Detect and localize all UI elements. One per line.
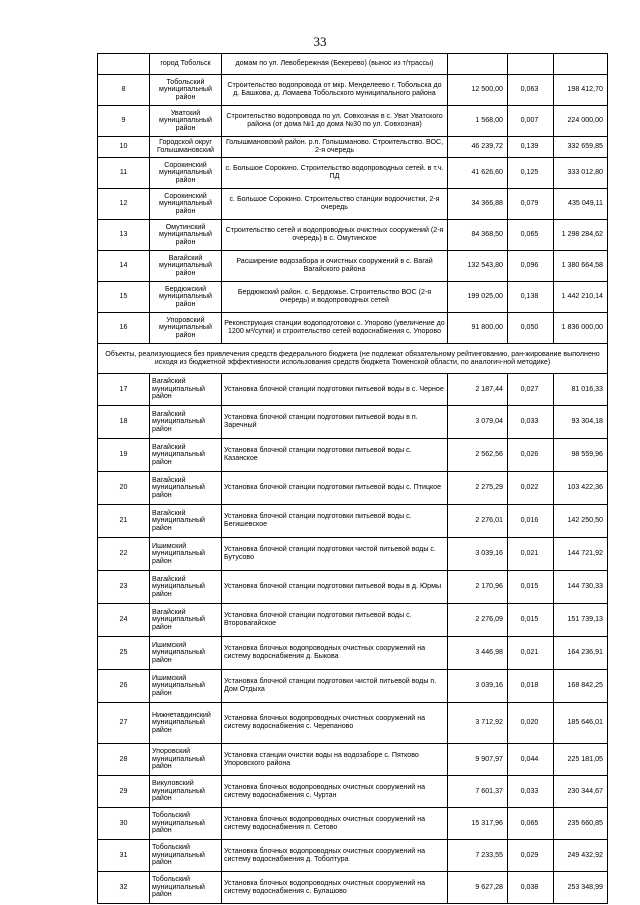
object-cell: Установка блочной станции подготовки питьевой воды с. Казанское [222, 439, 448, 472]
object-cell: Установка блочной станции подготовки питьевой воды с. Бегишевское [222, 505, 448, 538]
row-number-cell: 17 [98, 374, 150, 406]
cumulative-cell: 333 012,80 [554, 158, 608, 189]
cost-cell: 3 039,16 [448, 538, 508, 571]
score-cell: 0,021 [508, 538, 554, 571]
municipality-cell: Вагайский муниципальный район [150, 604, 222, 637]
municipality-cell: Тобольский муниципальный район [150, 75, 222, 106]
object-cell: с. Большое Сорокино. Строительство станции водоочистки, 2-я очередь [222, 189, 448, 220]
cost-cell: 2 275,29 [448, 472, 508, 505]
cumulative-cell: 1 442 210,14 [554, 282, 608, 313]
row-number-cell: 15 [98, 282, 150, 313]
municipality-cell: Уватский муниципальный район [150, 106, 222, 137]
table-row [98, 604, 608, 637]
score-cell: 0,139 [508, 137, 554, 158]
cost-cell: 2 276,01 [448, 505, 508, 538]
object-cell: Голышмановский район. р.п. Голышманово. Строительство. ВОС, 2-я очередь [222, 137, 448, 158]
municipality-cell: Сорокинский муниципальный район [150, 158, 222, 189]
object-cell: Установка блочной станции подготовки питьевой воды в д. Юрмы [222, 571, 448, 604]
score-cell: 0,015 [508, 571, 554, 604]
row-number-cell: 14 [98, 251, 150, 282]
cost-cell: 3 039,16 [448, 670, 508, 703]
cost-cell: 1 568,00 [448, 106, 508, 137]
object-cell: Установка блочной станции подготовки чистой питьевой воды с. Бутусово [222, 538, 448, 571]
row-number-cell: 21 [98, 505, 150, 538]
table-row [98, 439, 608, 472]
cost-cell: 3 079,04 [448, 406, 508, 439]
score-cell: 0,007 [508, 106, 554, 137]
cumulative-cell: 98 559,96 [554, 439, 608, 472]
object-cell: Установка блочной станции подготовки питьевой воды с. Птицкое [222, 472, 448, 505]
score-cell: 0,125 [508, 158, 554, 189]
row-number-cell: 32 [98, 872, 150, 904]
cost-cell: 84 368,50 [448, 220, 508, 251]
cumulative-cell: 225 181,05 [554, 744, 608, 776]
row-number-cell: 22 [98, 538, 150, 571]
municipality-cell: Упоровский муниципальный район [150, 313, 222, 344]
object-cell: Строительство водопровода от мкр. Менделеево г. Тобольска до д. Башкова, д. Ломаева Тобольского муниципального района [222, 75, 448, 106]
cumulative-cell [554, 54, 608, 75]
cumulative-cell: 435 049,11 [554, 189, 608, 220]
cumulative-cell: 224 000,00 [554, 106, 608, 137]
table-row [98, 251, 608, 282]
object-cell: Установка блочной станции подготовки чистой питьевой воды п. Дом Отдыха [222, 670, 448, 703]
object-cell: Установка блочных водопроводных очистных сооружений на систему водоснабжения с. Булашово [222, 872, 448, 904]
table-row [98, 137, 608, 158]
section-header-row [98, 344, 608, 374]
table-row [98, 158, 608, 189]
row-number-cell [98, 54, 150, 75]
score-cell: 0,018 [508, 670, 554, 703]
row-number-cell: 25 [98, 637, 150, 670]
score-cell: 0,050 [508, 313, 554, 344]
score-cell: 0,026 [508, 439, 554, 472]
row-number-cell: 24 [98, 604, 150, 637]
object-cell: Установка блочной станции подготовки питьевой воды с. Второвагайское [222, 604, 448, 637]
row-number-cell: 18 [98, 406, 150, 439]
object-cell: Реконструкция станции водоподготовки с. Упорово (увеличение до 1200 м³/сутки) и строительство сетей водоснабжения с. Упорово [222, 313, 448, 344]
cumulative-cell: 81 016,33 [554, 374, 608, 406]
municipality-cell: Городской округ Голышмановский [150, 137, 222, 158]
row-number-cell: 10 [98, 137, 150, 158]
cost-cell: 2 562,56 [448, 439, 508, 472]
table-row [98, 54, 608, 75]
object-cell: Установка блочных водопроводных очистных сооружений на систему водоснабжения с. Черепаново [222, 703, 448, 744]
object-cell: Бердюжский район. с. Бердюжье. Строительство ВОС (2-я очередь) и водопроводных сетей [222, 282, 448, 313]
score-cell [508, 54, 554, 75]
table-row [98, 75, 608, 106]
municipality-cell: Ишимский муниципальный район [150, 538, 222, 571]
cumulative-cell: 142 250,50 [554, 505, 608, 538]
object-cell: домам по ул. Левобережная (Бекерево) (вынос из т/трассы) [222, 54, 448, 75]
table-row [98, 406, 608, 439]
cumulative-cell: 164 236,91 [554, 637, 608, 670]
cumulative-cell: 144 730,33 [554, 571, 608, 604]
municipality-cell: Ишимский муниципальный район [150, 670, 222, 703]
municipality-cell: Вагайский муниципальный район [150, 251, 222, 282]
cumulative-cell: 1 836 000,00 [554, 313, 608, 344]
municipality-cell: Вагайский муниципальный район [150, 439, 222, 472]
cumulative-cell: 198 412,70 [554, 75, 608, 106]
table-row [98, 670, 608, 703]
score-cell: 0,021 [508, 637, 554, 670]
municipality-cell: Сорокинский муниципальный район [150, 189, 222, 220]
object-cell: Расширение водозабора и очистных сооружений в с. Вагай Вагайского района [222, 251, 448, 282]
cost-cell: 46 239,72 [448, 137, 508, 158]
table-row [98, 637, 608, 670]
municipality-cell: Вагайский муниципальный район [150, 406, 222, 439]
cost-cell: 132 543,80 [448, 251, 508, 282]
object-cell: Установка блочных водопроводных очистных сооружений на систему водоснабжения п. Сетово [222, 808, 448, 840]
municipality-cell: Тобольский муниципальный район [150, 808, 222, 840]
cost-cell: 199 025,00 [448, 282, 508, 313]
table-row [98, 220, 608, 251]
page-number: 33 [313, 34, 327, 49]
cost-cell: 41 626,60 [448, 158, 508, 189]
score-cell: 0,020 [508, 703, 554, 744]
cost-cell: 7 233,55 [448, 840, 508, 872]
table-row [98, 808, 608, 840]
cumulative-cell: 144 721,92 [554, 538, 608, 571]
score-cell: 0,033 [508, 406, 554, 439]
score-cell: 0,138 [508, 282, 554, 313]
table-row [98, 472, 608, 505]
table-row [98, 571, 608, 604]
cost-cell: 91 800,00 [448, 313, 508, 344]
score-cell: 0,016 [508, 505, 554, 538]
row-number-cell: 26 [98, 670, 150, 703]
table-row [98, 776, 608, 808]
cost-cell: 34 366,88 [448, 189, 508, 220]
row-number-cell: 13 [98, 220, 150, 251]
cost-cell: 9 907,97 [448, 744, 508, 776]
cumulative-cell: 235 660,85 [554, 808, 608, 840]
object-cell: Строительство сетей и водопроводных очистных сооружений (2-я очередь) в с. Омутинское [222, 220, 448, 251]
object-cell: Установка станции очистки воды на водозаборе с. Пятково Упоровского района [222, 744, 448, 776]
cost-cell: 2 170,96 [448, 571, 508, 604]
object-cell: Установка блочных водопроводных очистных сооружений на систему водоснабжения с. Чуртан [222, 776, 448, 808]
row-number-cell: 27 [98, 703, 150, 744]
municipality-cell: Тобольский муниципальный район [150, 840, 222, 872]
row-number-cell: 29 [98, 776, 150, 808]
score-cell: 0,015 [508, 604, 554, 637]
table-row [98, 703, 608, 744]
municipality-cell: Бердюжский муниципальный район [150, 282, 222, 313]
cost-cell: 3 712,92 [448, 703, 508, 744]
cumulative-cell: 1 380 664,58 [554, 251, 608, 282]
score-cell: 0,065 [508, 808, 554, 840]
table-row [98, 374, 608, 406]
row-number-cell: 20 [98, 472, 150, 505]
row-number-cell: 8 [98, 75, 150, 106]
cumulative-cell: 103 422,36 [554, 472, 608, 505]
municipality-cell: Вагайский муниципальный район [150, 505, 222, 538]
ranking-table [97, 53, 608, 904]
row-number-cell: 30 [98, 808, 150, 840]
table-row [98, 538, 608, 571]
object-cell: с. Большое Сорокино. Строительство водопроводных сетей. в т.ч. ПД [222, 158, 448, 189]
municipality-cell: Омутинский муниципальный район [150, 220, 222, 251]
cumulative-cell: 249 432,92 [554, 840, 608, 872]
cost-cell: 15 317,96 [448, 808, 508, 840]
row-number-cell: 9 [98, 106, 150, 137]
table-row [98, 313, 608, 344]
table-row [98, 505, 608, 538]
row-number-cell: 19 [98, 439, 150, 472]
object-cell: Установка блочных водопроводных очистных сооружений на систему водоснабжения д. Тоболтура [222, 840, 448, 872]
score-cell: 0,065 [508, 220, 554, 251]
cumulative-cell: 93 304,18 [554, 406, 608, 439]
municipality-cell: Вагайский муниципальный район [150, 472, 222, 505]
object-cell: Установка блочных водопроводных очистных сооружений на систему водоснабжения д. Быкова [222, 637, 448, 670]
row-number-cell: 11 [98, 158, 150, 189]
row-number-cell: 23 [98, 571, 150, 604]
section-header: Объекты, реализующиеся без привлечения средств федерального бюджета (не подлежат обязательному рейтингованию, ран-жирование выполнено исходя из бюджетной эффективности использования средств бюджета Тюменской области, по аналогич-ной методике) [98, 344, 608, 374]
municipality-cell: Вагайский муниципальный район [150, 374, 222, 406]
row-number-cell: 28 [98, 744, 150, 776]
cost-cell [448, 54, 508, 75]
score-cell: 0,022 [508, 472, 554, 505]
score-cell: 0,027 [508, 374, 554, 406]
municipality-cell: Ишимский муниципальный район [150, 637, 222, 670]
cost-cell: 3 446,98 [448, 637, 508, 670]
object-cell: Строительство водопровода по ул. Совхозная в с. Уват Уватского района (от дома №1 до дома №30 по ул. Совхозная) [222, 106, 448, 137]
table-row [98, 106, 608, 137]
cumulative-cell: 332 659,85 [554, 137, 608, 158]
row-number-cell: 12 [98, 189, 150, 220]
cost-cell: 2 276,09 [448, 604, 508, 637]
object-cell: Установка блочной станции подготовки питьевой воды в с. Черное [222, 374, 448, 406]
score-cell: 0,079 [508, 189, 554, 220]
cost-cell: 2 187,44 [448, 374, 508, 406]
cumulative-cell: 185 646,01 [554, 703, 608, 744]
row-number-cell: 31 [98, 840, 150, 872]
table-row [98, 282, 608, 313]
municipality-cell: Нижнетавдинский муниципальный район [150, 703, 222, 744]
score-cell: 0,044 [508, 744, 554, 776]
cumulative-cell: 1 298 284,62 [554, 220, 608, 251]
cost-cell: 12 500,00 [448, 75, 508, 106]
score-cell: 0,063 [508, 75, 554, 106]
cost-cell: 7 601,37 [448, 776, 508, 808]
object-cell: Установка блочной станции подготовки питьевой воды в п. Заречный [222, 406, 448, 439]
municipality-cell: Тобольский муниципальный район [150, 872, 222, 904]
table-row [98, 744, 608, 776]
score-cell: 0,029 [508, 840, 554, 872]
cost-cell: 9 627,28 [448, 872, 508, 904]
score-cell: 0,038 [508, 872, 554, 904]
cumulative-cell: 253 348,99 [554, 872, 608, 904]
municipality-cell: Упоровский муниципальный район [150, 744, 222, 776]
table-row [98, 872, 608, 904]
cumulative-cell: 230 344,67 [554, 776, 608, 808]
table-row [98, 189, 608, 220]
row-number-cell: 16 [98, 313, 150, 344]
cumulative-cell: 151 739,13 [554, 604, 608, 637]
cumulative-cell: 168 842,25 [554, 670, 608, 703]
table-row [98, 840, 608, 872]
municipality-cell: Вагайский муниципальный район [150, 571, 222, 604]
municipality-cell: город Тобольск [150, 54, 222, 75]
score-cell: 0,033 [508, 776, 554, 808]
score-cell: 0,096 [508, 251, 554, 282]
municipality-cell: Викуловский муниципальный район [150, 776, 222, 808]
